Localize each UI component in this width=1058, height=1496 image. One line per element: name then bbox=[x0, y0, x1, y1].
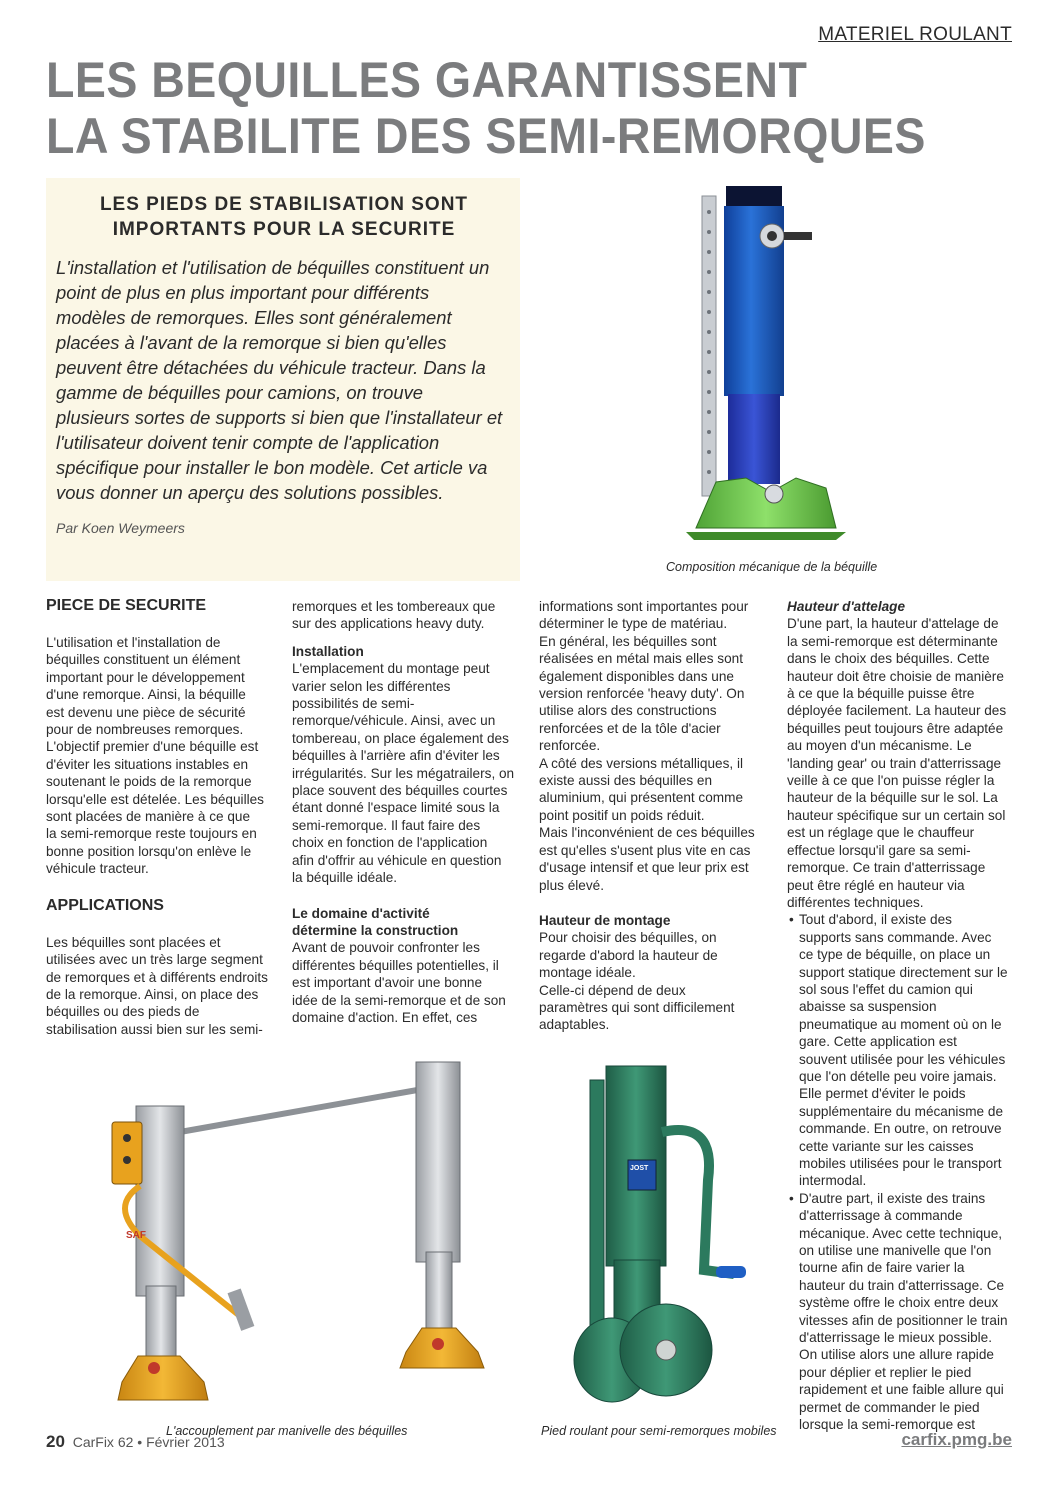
text-line: choix en fonction de l'application bbox=[292, 835, 488, 851]
text-line: important pour le développement bbox=[46, 669, 245, 685]
jost-wheeled-leg-image bbox=[566, 1060, 766, 1410]
text-line: existe aussi des béquilles en bbox=[539, 773, 713, 789]
paragraph bbox=[292, 939, 524, 1026]
text-line: D'autre part, il existe des trains bbox=[799, 1190, 986, 1206]
paragraph bbox=[539, 929, 771, 1033]
text-line: tombereau, on place également des bbox=[292, 730, 509, 746]
text-line: pneumatique au moment où on le bbox=[799, 1016, 1002, 1032]
text-line: Les béquilles sont placées et bbox=[46, 934, 221, 950]
text-line: hauteur doit être choisie de manière bbox=[787, 668, 1004, 684]
text-line: Elle permet d'éviter le poids bbox=[799, 1086, 966, 1102]
text-line: aluminium, qui présentent comme bbox=[539, 790, 743, 806]
spacer bbox=[292, 887, 524, 905]
spacer bbox=[539, 894, 771, 912]
text-line: dans le choix des béquilles. Cette bbox=[787, 651, 990, 667]
column-3 bbox=[539, 598, 771, 1034]
byline: Par Koen Weymeers bbox=[56, 520, 185, 536]
blue-landing-leg-image bbox=[676, 182, 856, 544]
text-line: commande. En outre, on retrouve bbox=[799, 1121, 1002, 1137]
text-line: semi-remorque. Il faut faire des bbox=[292, 817, 481, 833]
text-line: On utilise alors une allure rapide bbox=[799, 1347, 994, 1363]
text-line: mobiles utilisées pour le transport bbox=[799, 1156, 1002, 1171]
text-line: souvent utilisée pour les véhicules bbox=[799, 1051, 1006, 1067]
text-line: varier selon les différentes bbox=[292, 678, 451, 694]
text-line: supports sans commande. Avec bbox=[799, 929, 992, 945]
intro-line: vous donner un aperçu des solutions possibles. bbox=[56, 482, 444, 503]
text-line: gare. Cette application est bbox=[799, 1034, 957, 1050]
text-line: Mais l'inconvénient de ces béquilles bbox=[539, 825, 755, 841]
text-line: regarde d'abord la hauteur de bbox=[539, 947, 718, 963]
text-line: de la remorque. Ainsi, on place des bbox=[46, 986, 259, 1002]
intro-heading bbox=[56, 192, 512, 242]
text-line: plus élevé. bbox=[539, 877, 604, 893]
text-line: rapidement et une faible allure qui bbox=[799, 1382, 1004, 1398]
text-line: 'landing gear' ou train d'atterrissage bbox=[787, 755, 1002, 771]
text-line: intermodal. bbox=[799, 1173, 867, 1189]
spacer bbox=[292, 633, 524, 643]
text-line: on utilise une manivelle que l'on bbox=[799, 1243, 992, 1259]
text-line: remorque/véhicule. Ainsi, avec un bbox=[292, 713, 496, 729]
intro-line: l'utilisateur doivent tenir compte de l'application bbox=[56, 432, 440, 453]
text-line: étant donné l'espace limité sous la bbox=[292, 800, 500, 816]
text-line: d'éviter les situations instables en bbox=[46, 756, 249, 772]
caption-bottom-left: L'accouplement par manivelle des béquilles bbox=[166, 1424, 408, 1438]
text-line: irrégularités. Sur les mégatrailers, on bbox=[292, 765, 515, 781]
paragraph bbox=[292, 598, 524, 633]
text-line: afin d'offrir au véhicule en question bbox=[292, 852, 502, 868]
bullet-item bbox=[799, 1190, 1019, 1434]
text-line: cette variante sur les caisses bbox=[799, 1138, 974, 1154]
subheading: Installation bbox=[292, 643, 364, 659]
text-line: utilise alors des constructions bbox=[539, 703, 717, 719]
paragraph bbox=[46, 934, 274, 1038]
text-line: différentes béquilles potentielles, il bbox=[292, 957, 499, 973]
text-line: à ce que la béquille puisse être bbox=[787, 686, 975, 702]
caption-top-image: Composition mécanique de la béquille bbox=[666, 560, 878, 574]
text-line: domaine d'action. En effet, ces bbox=[292, 1009, 478, 1025]
text-line: bonne position lorsqu'on enlève le bbox=[46, 843, 252, 859]
text-line: d'atterrissage le mieux possible. bbox=[799, 1330, 993, 1346]
text-line: sont placées de manière à ce que bbox=[46, 809, 251, 825]
text-line: est qu'elles s'usent plus vite en cas bbox=[539, 842, 751, 858]
text-line: peut être réglé en hauteur via bbox=[787, 877, 965, 893]
text-line: idée de la semi-remorque et de son bbox=[292, 992, 506, 1008]
text-line: sur des applications heavy duty. bbox=[292, 616, 485, 632]
intro-line: plusieurs sortes de supports si bien que l'installateur et bbox=[56, 407, 503, 428]
paragraph bbox=[46, 634, 274, 878]
intro-text bbox=[56, 255, 516, 505]
text-line: différentes techniques. bbox=[787, 894, 924, 910]
text-line: tourne afin de faire varier la bbox=[799, 1260, 965, 1276]
spacer bbox=[46, 916, 274, 934]
text-line: sol sous l'effet du camion qui bbox=[799, 981, 973, 997]
text-line: vitesses afin de positionner le train bbox=[799, 1312, 1008, 1328]
text-line: est devenu une pièce de sécurité bbox=[46, 704, 246, 720]
issue-info: CarFix 62 • Février 2013 bbox=[72, 1434, 225, 1450]
text-line: d'usage intensif et que leur prix est bbox=[539, 860, 749, 876]
text-line: la semi-remorque est déterminante bbox=[787, 633, 998, 649]
text-line: de remorques et à différents endroits bbox=[46, 969, 268, 985]
subheading bbox=[292, 905, 524, 940]
section-tag: MATERIEL ROULANT bbox=[818, 24, 1012, 45]
paragraph bbox=[787, 615, 1019, 911]
text-line: réalisées en métal mais elles sont bbox=[539, 651, 743, 667]
title-line: LA STABILITE DES SEMI-REMORQUES bbox=[46, 108, 926, 164]
text-line: béquilles ou des pieds de bbox=[46, 1004, 200, 1020]
section-heading: APPLICATIONS bbox=[46, 896, 164, 914]
text-line: Avant de pouvoir confronter les bbox=[292, 940, 480, 956]
text-line: L'utilisation et l'installation de bbox=[46, 635, 221, 650]
paragraph bbox=[292, 660, 524, 886]
text-line: stabilisation aussi bien sur les semi- bbox=[46, 1021, 263, 1037]
text-line: véhicule tracteur. bbox=[46, 861, 149, 877]
column-2 bbox=[292, 598, 524, 1026]
jost-label: JOST bbox=[630, 1165, 649, 1172]
intro-line: gamme de béquilles pour camions, on trouve bbox=[56, 382, 423, 403]
text-line: lorsque la semi-remorque est bbox=[799, 1417, 976, 1433]
subheading: Hauteur d'attelage bbox=[787, 599, 906, 614]
text-line: remorque. Ce train d'atterrissage bbox=[787, 860, 986, 876]
footer-url-link[interactable]: carfix.pmg.be bbox=[901, 1430, 1012, 1449]
intro-heading-line: IMPORTANTS POUR LA SECURITE bbox=[112, 219, 456, 240]
text-line: que l'on dételle peu voire jamais. bbox=[799, 1068, 997, 1084]
text-line: d'atterrissage à commande bbox=[799, 1208, 963, 1224]
text-line: la semi-remorque reste toujours en bbox=[46, 826, 257, 842]
crank-coupled-legs-image bbox=[100, 1056, 500, 1408]
text-line: En général, les béquilles sont bbox=[539, 633, 717, 649]
text-line: détermine la construction bbox=[292, 922, 459, 938]
text-line: Tout d'abord, il existe des bbox=[799, 912, 952, 928]
text-line: pour de nombreuses remorques. bbox=[46, 722, 244, 738]
text-line: déterminer le type de matériau. bbox=[539, 616, 728, 632]
intro-heading-line: LES PIEDS DE STABILISATION SONT bbox=[99, 194, 469, 215]
text-line: point positif un poids réduit. bbox=[539, 807, 705, 823]
text-line: pour déplier et replier le pied bbox=[799, 1364, 972, 1380]
text-line: supplémentaire du mécanisme de bbox=[799, 1103, 1004, 1119]
text-line: hauteur de la béquille sur le sol. La bbox=[787, 790, 998, 806]
footer-left bbox=[46, 1432, 225, 1452]
caption-bottom-right: Pied roulant pour semi-remorques mobiles bbox=[541, 1424, 777, 1438]
page-number: 20 bbox=[46, 1432, 65, 1451]
text-line: ce type de béquille, on place un bbox=[799, 947, 991, 963]
text-line: soutenant le poids de la remorque bbox=[46, 774, 252, 790]
text-line: système offre le choix entre deux bbox=[799, 1295, 999, 1311]
spacer bbox=[46, 616, 274, 634]
text-line: A côté des versions métalliques, il bbox=[539, 755, 744, 771]
text-line: béquilles à l'arrière afin d'éviter les bbox=[292, 748, 500, 764]
bullet-list bbox=[787, 911, 1019, 1433]
intro-line: modèles de remorques. Elles sont généralement bbox=[56, 307, 452, 328]
text-line: béquilles peut toujours être adaptée bbox=[787, 720, 1004, 736]
text-line: béquilles constituent un élément bbox=[46, 652, 241, 668]
text-line: D'une part, la hauteur d'attelage de bbox=[787, 616, 999, 632]
text-line: mécanique. Avec cette technique, bbox=[799, 1225, 1003, 1241]
text-line: la béquille idéale. bbox=[292, 870, 398, 886]
column-4 bbox=[787, 598, 1019, 1434]
text-line: L'emplacement du montage peut bbox=[292, 661, 490, 677]
text-line: montage idéale. bbox=[539, 965, 636, 981]
text-line: lorsqu'elle est dételée. Les béquilles bbox=[46, 791, 264, 807]
text-line: remorques et les tombereaux que bbox=[292, 599, 496, 614]
text-line: d'une remorque. Ainsi, la béquille bbox=[46, 687, 246, 703]
text-line: Le domaine d'activité bbox=[292, 905, 430, 921]
column-1 bbox=[46, 596, 274, 1038]
intro-line: L'installation et l'utilisation de béquilles constituent un bbox=[56, 257, 490, 278]
intro-line: spécifique pour installer le bon modèle. Cet article va bbox=[56, 457, 488, 478]
bullet-item bbox=[799, 911, 1019, 1190]
text-line: également disponibles dans une bbox=[539, 668, 734, 684]
text-line: adaptables. bbox=[539, 1017, 610, 1033]
page-title bbox=[46, 52, 957, 164]
text-line: renforcées et de la tôle d'acier bbox=[539, 720, 721, 736]
text-line: renforcée. bbox=[539, 738, 601, 754]
text-line: permet de commander le pied bbox=[799, 1399, 980, 1415]
text-line: place souvent des béquilles courtes bbox=[292, 783, 508, 799]
text-line: déployée facilement. La hauteur des bbox=[787, 703, 1007, 719]
section-heading: PIECE DE SECURITE bbox=[46, 597, 207, 614]
text-line: hauteur du train d'atterrissage. Ce bbox=[799, 1277, 1005, 1293]
text-line: au moyen d'un mécanisme. Le bbox=[787, 738, 972, 754]
saf-logo: SAF bbox=[126, 1230, 146, 1241]
intro-line: placées à l'avant de la remorque si bien qu'elles bbox=[56, 332, 447, 353]
subheading: Hauteur de montage bbox=[539, 912, 671, 928]
text-line: possibilités de semi- bbox=[292, 696, 415, 712]
text-line: utilisées avec un très large segment bbox=[46, 952, 263, 968]
intro-line: point de plus en plus important pour différents bbox=[56, 282, 430, 303]
text-line: est un réglage que le chauffeur bbox=[787, 825, 975, 841]
text-line: L'objectif premier d'une béquille est bbox=[46, 739, 259, 755]
spacer bbox=[46, 878, 274, 896]
text-line: est important d'avoir une bonne bbox=[292, 975, 483, 991]
text-line: support statique directement sur le bbox=[799, 964, 1008, 980]
title-line: LES BEQUILLES GARANTISSENT bbox=[46, 52, 808, 108]
text-line: informations sont importantes pour bbox=[539, 599, 749, 614]
text-line: hauteur spécifique sur un certain sol bbox=[787, 807, 1006, 823]
text-line: paramètres qui sont difficilement bbox=[539, 999, 735, 1015]
text-line: veille à ce que l'on puisse régler la bbox=[787, 773, 995, 789]
text-line: Pour choisir des béquilles, on bbox=[539, 930, 717, 946]
text-line: effectue lorsqu'il gare sa semi- bbox=[787, 842, 971, 858]
paragraph bbox=[539, 598, 771, 894]
text-line: Celle-ci dépend de deux bbox=[539, 982, 686, 998]
text-line: abaisse sa suspension bbox=[799, 999, 937, 1015]
text-line: version renforcée 'heavy duty'. On bbox=[539, 686, 745, 702]
intro-line: peuvent être détachées du véhicule tracteur. Dans la bbox=[56, 357, 486, 378]
